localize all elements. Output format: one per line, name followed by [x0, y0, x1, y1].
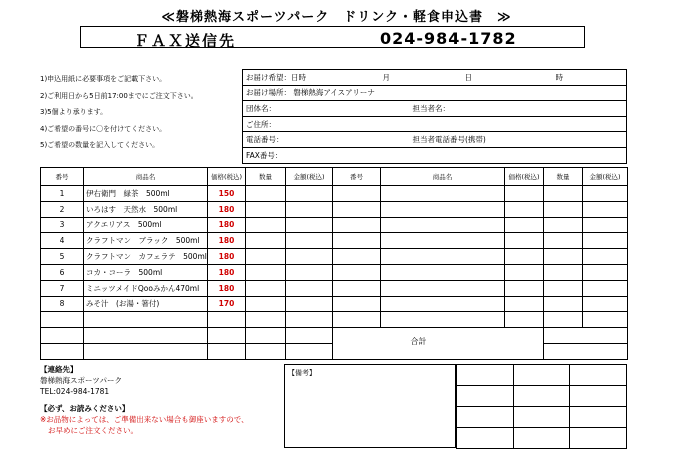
item-number[interactable]: 1	[41, 186, 84, 202]
empty-cell[interactable]	[544, 312, 583, 328]
empty-cell[interactable]	[583, 264, 628, 280]
group-name-label: 団体名：	[246, 103, 276, 113]
empty-cell[interactable]	[583, 217, 628, 233]
empty-cell[interactable]	[505, 280, 544, 296]
empty-cell[interactable]	[333, 233, 381, 249]
table-header-row	[41, 168, 628, 186]
empty-cell[interactable]	[208, 312, 246, 328]
empty-cell[interactable]	[381, 296, 505, 312]
amount-cell[interactable]	[286, 201, 333, 217]
empty-cell[interactable]	[544, 233, 583, 249]
item-price: 170	[208, 296, 246, 312]
qty-cell[interactable]	[246, 264, 286, 280]
fax-field[interactable]	[243, 147, 627, 163]
grid-cell[interactable]	[513, 365, 570, 386]
header-product-right: 商品名	[381, 168, 505, 186]
item-number[interactable]: 5	[41, 249, 84, 265]
empty-cell[interactable]	[505, 233, 544, 249]
empty-cell[interactable]	[333, 249, 381, 265]
empty-cell[interactable]	[333, 264, 381, 280]
delivery-place-field[interactable]	[243, 85, 627, 101]
qty-cell[interactable]	[246, 233, 286, 249]
header-amount: 金額(税込)	[286, 168, 333, 186]
empty-cell[interactable]	[583, 186, 628, 202]
header-price: 価格(税込)	[208, 168, 246, 186]
instruction-3: 3)5個より承ります。	[40, 108, 108, 116]
amount-cell[interactable]	[286, 217, 333, 233]
empty-cell[interactable]	[505, 312, 544, 328]
amount-cell[interactable]	[286, 280, 333, 296]
empty-cell[interactable]	[333, 217, 381, 233]
grid-cell[interactable]	[570, 365, 627, 386]
empty-cell[interactable]	[41, 328, 84, 344]
table-row	[41, 201, 628, 217]
empty-cell[interactable]	[286, 312, 333, 328]
empty-cell[interactable]	[333, 201, 381, 217]
header-product: 商品名	[84, 168, 208, 186]
address-field[interactable]	[243, 116, 627, 132]
empty-cell[interactable]	[505, 296, 544, 312]
empty-cell[interactable]	[583, 201, 628, 217]
empty-cell[interactable]	[381, 249, 505, 265]
header-number-right: 番号	[333, 168, 381, 186]
delivery-place-label: お届け場所：	[246, 88, 291, 98]
hour-label: 時	[555, 72, 563, 82]
customer-info-table	[242, 69, 627, 164]
instruction-4: 4)ご希望の番号に〇を付けてください。	[40, 125, 167, 133]
form-title: ≪磐梯熱海スポーツパーク ドリンク・軽食申込書 ≫	[161, 10, 512, 25]
empty-cell[interactable]	[544, 296, 583, 312]
table-row	[41, 264, 628, 280]
contact-phone-label: 担当者電話番号(携帯)	[412, 135, 486, 145]
empty-cell[interactable]	[381, 186, 505, 202]
contact-person-label: 担当者名：	[412, 103, 450, 113]
empty-cell[interactable]	[544, 186, 583, 202]
grid-cell[interactable]	[570, 407, 627, 428]
month-label: 月	[382, 72, 390, 82]
fax-number-label: FAX番号：	[246, 150, 283, 160]
empty-cell[interactable]	[381, 201, 505, 217]
empty-cell[interactable]	[208, 343, 246, 359]
amount-cell[interactable]	[286, 264, 333, 280]
empty-cell[interactable]	[583, 233, 628, 249]
group-name-field[interactable]	[243, 101, 627, 117]
table-row	[41, 296, 628, 312]
header-amount-right: 金額(税込)	[583, 168, 628, 186]
phone-field[interactable]	[243, 132, 627, 148]
item-name: アクエリアス 500ml	[84, 217, 208, 233]
empty-cell[interactable]	[505, 249, 544, 265]
amount-cell[interactable]	[286, 249, 333, 265]
total-label: 合計	[410, 336, 427, 346]
empty-cell[interactable]	[84, 312, 208, 328]
item-name: クラフトマン カフェラテ 500ml	[84, 249, 208, 265]
empty-cell[interactable]	[246, 343, 286, 359]
item-number[interactable]: 4	[41, 233, 84, 249]
item-price: 180	[208, 249, 246, 265]
empty-cell[interactable]	[505, 264, 544, 280]
empty-cell[interactable]	[333, 296, 381, 312]
item-number[interactable]: 2	[41, 201, 84, 217]
table-row	[41, 233, 628, 249]
instruction-1: 1)申込用紙に必要事項をご記載下さい。	[40, 75, 167, 83]
empty-cell[interactable]	[381, 217, 505, 233]
qty-cell[interactable]	[246, 201, 286, 217]
item-price: 150	[208, 186, 246, 202]
empty-cell[interactable]	[41, 312, 84, 328]
empty-cell[interactable]	[246, 328, 286, 344]
delivery-date-field[interactable]	[243, 70, 627, 86]
empty-cell[interactable]	[246, 312, 286, 328]
header-qty-right: 数量	[544, 168, 583, 186]
grid-cell[interactable]	[457, 365, 514, 386]
amount-cell[interactable]	[286, 186, 333, 202]
amount-cell[interactable]	[286, 233, 333, 249]
grid-cell[interactable]	[513, 386, 570, 407]
qty-cell[interactable]	[246, 296, 286, 312]
qty-cell[interactable]	[246, 186, 286, 202]
notice-line-1: ※お品物によっては、ご準備出来ない場合も御座いますので、	[40, 415, 249, 424]
qty-cell[interactable]	[246, 217, 286, 233]
amount-cell[interactable]	[286, 296, 333, 312]
item-price: 180	[208, 280, 246, 296]
table-row	[41, 217, 628, 233]
item-number[interactable]: 8	[41, 296, 84, 312]
remarks-label: 【備考】	[288, 369, 316, 377]
grid-cell[interactable]	[513, 428, 570, 449]
item-name: クラフトマン ブラック 500ml	[84, 233, 208, 249]
empty-cell[interactable]	[208, 328, 246, 344]
item-price: 180	[208, 217, 246, 233]
contact-name: 磐梯熱海スポーツパーク	[40, 376, 123, 385]
empty-cell[interactable]	[505, 217, 544, 233]
empty-cell[interactable]	[583, 312, 628, 328]
contact-block	[40, 364, 249, 436]
empty-cell[interactable]	[544, 264, 583, 280]
header-price-right: 価格(税込)	[505, 168, 544, 186]
item-price: 180	[208, 264, 246, 280]
table-row	[41, 249, 628, 265]
empty-cell[interactable]	[544, 249, 583, 265]
grid-cell[interactable]	[570, 428, 627, 449]
empty-cell[interactable]	[505, 186, 544, 202]
header-qty: 数量	[246, 168, 286, 186]
empty-cell[interactable]	[583, 280, 628, 296]
grid-cell[interactable]	[457, 386, 514, 407]
notice-heading: 【必ず、お読みください】	[40, 404, 130, 413]
table-row	[41, 312, 628, 328]
grid-cell[interactable]	[570, 386, 627, 407]
item-number[interactable]: 7	[41, 280, 84, 296]
item-name: 伊右衛門 緑茶 500ml	[84, 186, 208, 202]
empty-cell[interactable]	[41, 343, 84, 359]
empty-cell[interactable]	[505, 201, 544, 217]
instruction-5: 5)ご希望の数量を記入してください。	[40, 141, 160, 149]
empty-cell[interactable]	[583, 296, 628, 312]
contact-tel: TEL:024-984-1781	[40, 387, 110, 396]
contact-heading: 【連絡先】	[40, 365, 78, 374]
empty-cell[interactable]	[333, 312, 381, 328]
item-number[interactable]: 3	[41, 217, 84, 233]
header-number: 番号	[41, 168, 84, 186]
remarks-box[interactable]	[284, 364, 456, 448]
address-label: ご住所：	[246, 119, 276, 129]
empty-cell[interactable]	[381, 264, 505, 280]
empty-cell[interactable]	[333, 280, 381, 296]
office-use-grid	[456, 364, 627, 449]
item-name: いろはす 天然水 500ml	[84, 201, 208, 217]
empty-cell[interactable]	[381, 233, 505, 249]
notice-line-2: お早めにご注文ください。	[48, 426, 138, 435]
total-qty-cell[interactable]	[544, 328, 628, 344]
instruction-2: 2)ご利用日から5日前17:00までにご注文下さい。	[40, 92, 198, 100]
delivery-date-label: お届け希望：日時	[246, 72, 306, 82]
grid-cell[interactable]	[457, 428, 514, 449]
grid-cell[interactable]	[457, 407, 514, 428]
table-row	[41, 186, 628, 202]
empty-cell[interactable]	[544, 217, 583, 233]
item-name: ミニッツメイドQooみかん470ml	[84, 280, 208, 296]
empty-cell[interactable]	[381, 312, 505, 328]
empty-cell[interactable]	[333, 186, 381, 202]
phone-label: 電話番号：	[246, 135, 284, 145]
table-row	[41, 280, 628, 296]
empty-cell[interactable]	[286, 328, 333, 344]
fax-number: 024-984-1782	[380, 29, 517, 48]
empty-cell[interactable]	[544, 280, 583, 296]
empty-cell[interactable]	[84, 343, 208, 359]
empty-cell[interactable]	[84, 328, 208, 344]
empty-cell[interactable]	[286, 343, 333, 359]
item-price: 180	[208, 201, 246, 217]
day-label: 日	[464, 72, 472, 82]
delivery-place-value: 磐梯熱海アイスアリーナ	[293, 88, 375, 98]
qty-cell[interactable]	[246, 249, 286, 265]
total-amount-cell[interactable]	[544, 343, 628, 359]
item-name: コカ・コーラ 500ml	[84, 264, 208, 280]
empty-cell[interactable]	[544, 201, 583, 217]
empty-cell[interactable]	[381, 280, 505, 296]
item-number[interactable]: 6	[41, 264, 84, 280]
item-price: 180	[208, 233, 246, 249]
qty-cell[interactable]	[246, 280, 286, 296]
item-name: みそ汁 (お湯・箸付)	[84, 296, 208, 312]
fax-label: ＦＡＸ送信先	[134, 32, 237, 50]
grid-cell[interactable]	[513, 407, 570, 428]
empty-cell[interactable]	[583, 249, 628, 265]
